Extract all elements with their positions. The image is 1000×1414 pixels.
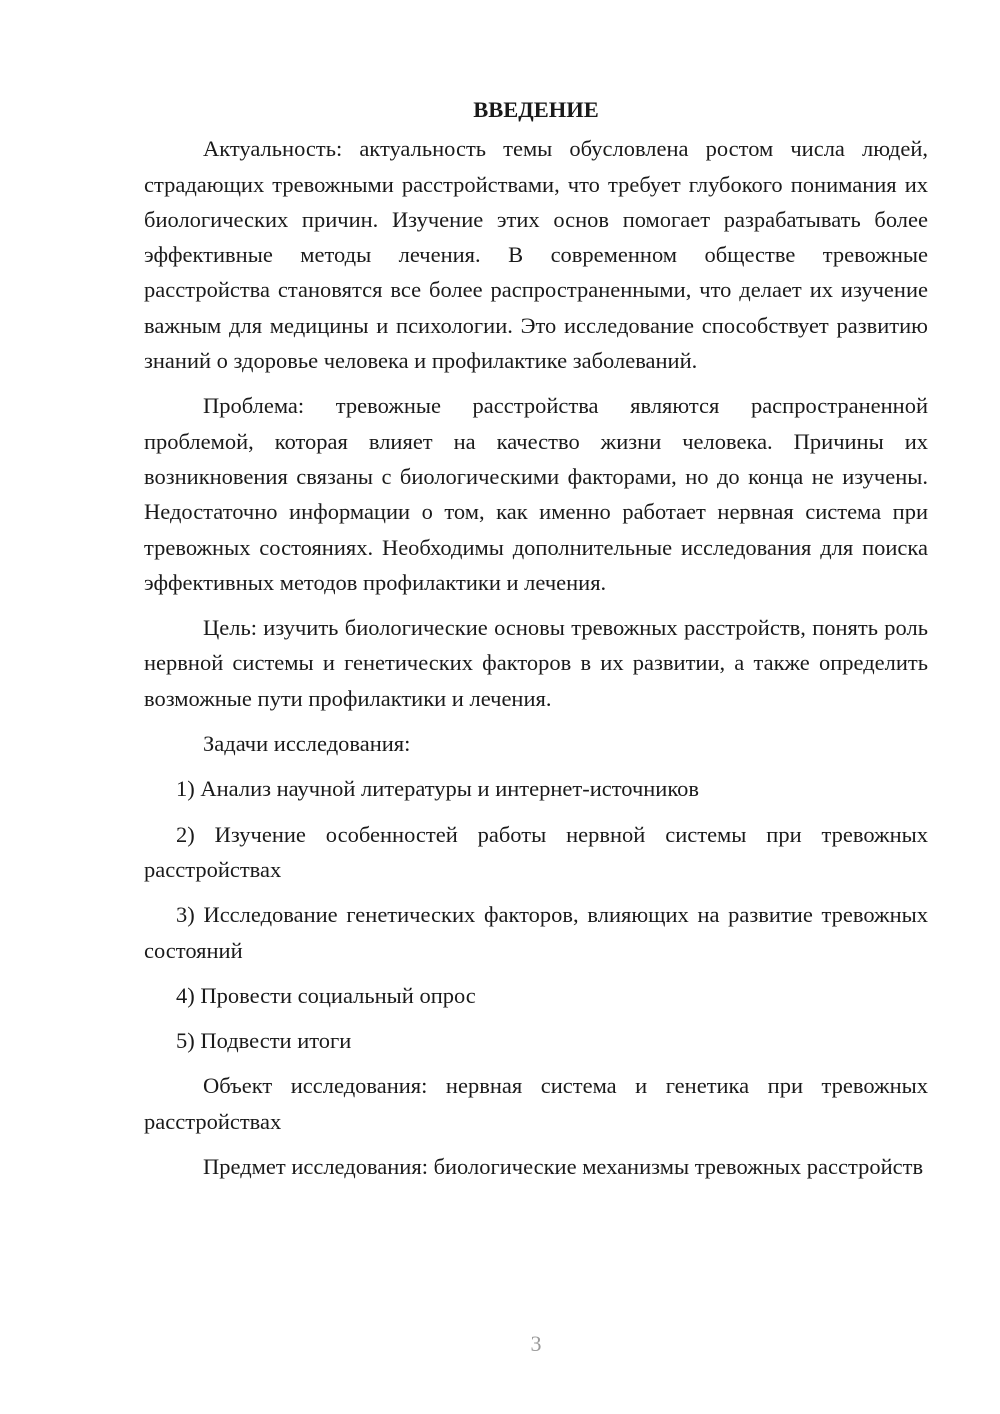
task-item: 4) Провести социальный опрос <box>176 982 476 1008</box>
subject-paragraph: Предмет исследования: биологические механизмы тревожных расстройств <box>203 1154 924 1180</box>
page-title: ВВЕДЕНИЕ <box>473 97 599 122</box>
goal-paragraph: Цель: изучить биологические основы тревожных расстройств, понять роль нервной системы и генетических факторов в их развитии, а также определить возможные пути профилактики и лечения. <box>144 615 928 711</box>
task-item: 2) Изучение особенностей работы нервной системы при тревожных расстройствах <box>144 821 928 882</box>
object-paragraph: Объект исследования: нервная система и генетика при тревожных расстройствах <box>144 1073 928 1134</box>
task-item: 3) Исследование генетических факторов, влияющих на развитие тревожных состояний <box>144 902 928 963</box>
problem-paragraph: Проблема: тревожные расстройства являются распространенной проблемой, которая влияет на качество жизни человека. Причины их возникновения связаны с биологическими факторами, но до конца не изучены. Недостаточно информации о том, как именно работает нервная система при тревожных состояниях. Необходимы дополнительные исследования для поиска эффективных методов профилактики и лечения. <box>144 393 928 595</box>
relevance-paragraph: Актуальность: актуальность темы обусловлена ростом числа людей, страдающих тревожными расстройствами, что требует глубокого понимания их биологических причин. Изучение этих основ помогает разрабатывать более эффективные методы лечения. В современном обществе тревожные расстройства становятся все более распространенными, что делает их изучение важным для медицины и психологии. Это исследование способствует развитию знаний о здоровье человека и профилактике заболеваний. <box>144 136 928 374</box>
task-item: 5) Подвести итоги <box>176 1028 352 1054</box>
page-content <box>144 92 928 1194</box>
task-item: 1) Анализ научной литературы и интернет-источников <box>176 776 700 802</box>
tasks-heading: Задачи исследования: <box>203 731 411 757</box>
page-number: 3 <box>530 1331 542 1356</box>
